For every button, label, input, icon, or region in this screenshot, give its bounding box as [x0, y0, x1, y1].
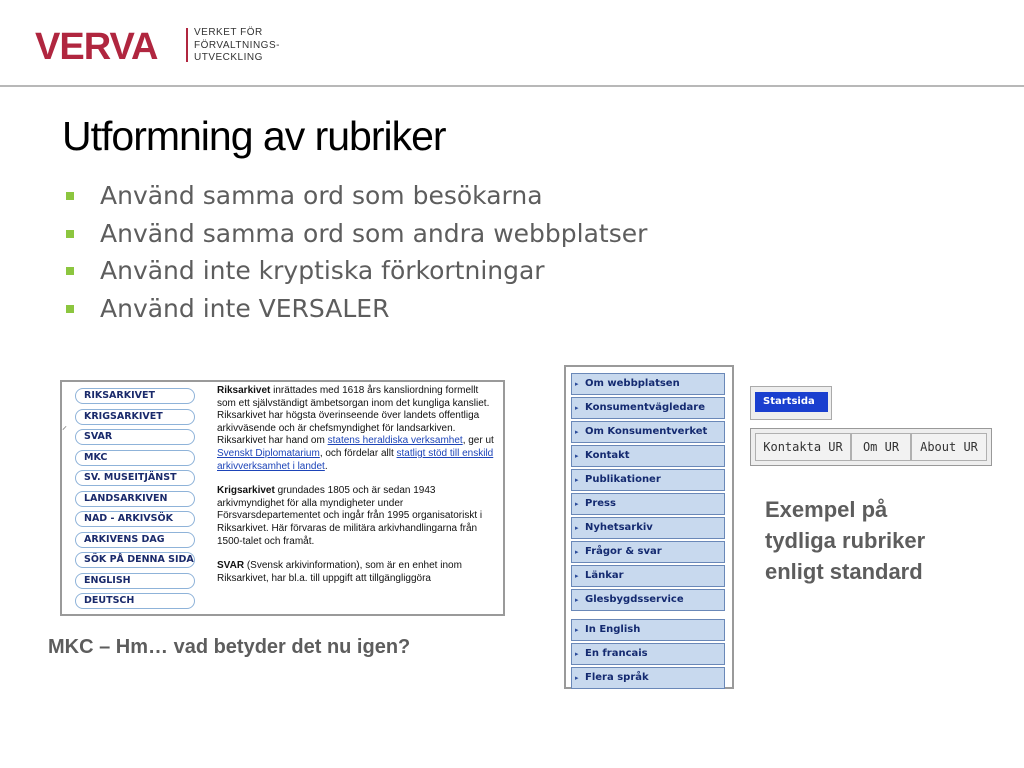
paragraph-krigsarkivet — [217, 485, 497, 548]
bullet-item — [62, 293, 647, 331]
tagline-line: FÖRVALTNINGS- — [194, 39, 280, 51]
link-diplomatarium[interactable]: Svenskt Diplomatarium — [217, 447, 320, 459]
nav-button-nad-arkivsok[interactable]: NAD - ARKIVSÖK — [75, 511, 195, 527]
menu-item[interactable] — [571, 421, 725, 443]
tab-kontakta-ur[interactable]: Kontakta UR — [755, 433, 851, 461]
tab-about-ur[interactable]: About UR — [911, 433, 987, 461]
slide-title: Utformning av rubriker — [62, 113, 446, 159]
paragraph-text: (Svensk arkivinformation), som är en enhet inom Riksarkivet, har bl.a. till uppgift att tillgängliggöra — [217, 560, 462, 584]
link-statligt-stod[interactable]: statligt stöd till enskild arkivverksamhet i landet — [217, 447, 494, 472]
bullet-text: Använd inte kryptiska förkortningar — [100, 256, 545, 285]
menu-item[interactable] — [571, 619, 725, 641]
menu-item-label: Flera språk — [585, 672, 649, 683]
nav-button-mkc[interactable]: MKC — [75, 450, 195, 466]
menu-item[interactable] — [571, 667, 725, 689]
menu-item-label: Kontakt — [585, 450, 630, 461]
menu-item[interactable] — [571, 397, 725, 419]
menu-item-label: Press — [585, 498, 616, 509]
konsumentverket-menu — [564, 365, 734, 689]
menu-item[interactable] — [571, 565, 725, 587]
bullet-list — [62, 180, 647, 330]
paragraph-text: , och fördelar allt — [319, 447, 397, 459]
verva-logo: VERVA — [35, 26, 158, 68]
arrow-right-icon: ▸ — [575, 650, 579, 658]
startsida-button[interactable]: Startsida — [755, 392, 828, 412]
link-heraldik[interactable]: statens heraldiska verksamhet — [327, 435, 463, 447]
logo-tagline — [194, 27, 280, 65]
bold-term: SVAR — [217, 560, 245, 572]
arrow-right-icon: ▸ — [575, 524, 579, 532]
arrow-right-icon: ▸ — [575, 404, 579, 412]
arrow-right-icon: ▸ — [575, 476, 579, 484]
arrow-right-icon: ▸ — [575, 626, 579, 634]
riksarkivet-text — [217, 385, 497, 597]
arrow-right-icon: ▸ — [575, 380, 579, 388]
menu-item[interactable] — [571, 589, 725, 611]
nav-button-english[interactable]: ENGLISH — [75, 573, 195, 589]
menu-item[interactable] — [571, 493, 725, 515]
tab-om-ur[interactable]: Om UR — [851, 433, 911, 461]
cursor-icon: ⸝ — [62, 421, 67, 432]
tagline-line: VERKET FÖR — [194, 27, 263, 38]
nav-button-museitjanst[interactable]: SV. MUSEITJÄNST — [75, 470, 195, 486]
header-divider — [0, 85, 1024, 87]
menu-item[interactable] — [571, 517, 725, 539]
menu-item-label: Publikationer — [585, 474, 661, 485]
paragraph-text: . — [324, 460, 328, 472]
menu-item-label: Länkar — [585, 570, 624, 581]
arrow-right-icon: ▸ — [575, 572, 579, 580]
arrow-right-icon: ▸ — [575, 548, 579, 556]
riksarkivet-screenshot — [60, 380, 505, 616]
arrow-right-icon: ▸ — [575, 428, 579, 436]
bullet-square-icon — [66, 267, 74, 275]
bullet-item — [62, 255, 647, 293]
nav-button-deutsch[interactable]: DEUTSCH — [75, 593, 195, 609]
nav-button-krigsarkivet[interactable]: KRIGSARKIVET — [75, 409, 195, 425]
menu-item-label: Om webbplatsen — [585, 378, 680, 389]
menu-item[interactable] — [571, 445, 725, 467]
nav-button-svar[interactable]: SVAR — [75, 429, 195, 445]
paragraph-text: , ger ut — [462, 435, 494, 447]
menu-item[interactable] — [571, 541, 725, 563]
bold-term: Riksarkivet — [217, 385, 271, 396]
arrow-right-icon: ▸ — [575, 500, 579, 508]
bold-term: Krigsarkivet — [217, 485, 275, 497]
caption-line: Exempel på — [765, 497, 888, 522]
caption-line: enligt standard — [765, 559, 923, 584]
paragraph-riksarkivet — [217, 385, 497, 473]
bullet-square-icon — [66, 230, 74, 238]
menu-item-label: In English — [585, 624, 641, 635]
menu-item-label: Glesbygdsservice — [585, 594, 684, 605]
menu-item-label: Nyhetsarkiv — [585, 522, 653, 533]
nav-button-arkivens-dag[interactable]: ARKIVENS DAG — [75, 532, 195, 548]
menu-item[interactable] — [571, 373, 725, 395]
arrow-right-icon: ▸ — [575, 674, 579, 682]
bullet-item — [62, 180, 647, 218]
bullet-text: Använd samma ord som andra webbplatser — [100, 218, 648, 248]
bullet-text: Använd inte VERSALER — [100, 293, 390, 323]
ur-tabs-example — [750, 428, 992, 466]
caption-examples — [765, 494, 925, 587]
menu-item-label: En francais — [585, 648, 648, 659]
arrow-right-icon: ▸ — [575, 452, 579, 460]
bullet-item — [62, 218, 647, 256]
menu-item[interactable] — [571, 469, 725, 491]
bullet-text: Använd samma ord som besökarna — [100, 181, 543, 210]
menu-list — [571, 373, 725, 691]
startsida-example — [750, 386, 832, 420]
menu-item-label: Frågor & svar — [585, 546, 662, 557]
bullet-square-icon — [66, 192, 74, 200]
tagline-line: UTVECKLING — [194, 52, 263, 63]
nav-button-riksarkivet[interactable]: RIKSARKIVET — [75, 388, 195, 404]
bullet-square-icon — [66, 305, 74, 313]
nav-button-landsarkiven[interactable]: LANDSARKIVEN — [75, 491, 195, 507]
caption-line: tydliga rubriker — [765, 528, 926, 553]
nav-button-sok[interactable]: SÖK PÅ DENNA SIDA — [75, 552, 195, 568]
caption-mkc: MKC – Hm… vad betyder det nu igen? — [48, 636, 411, 658]
paragraph-text: inrättades med 1618 års kansliordning formellt som ett självständigt ämbetsorgan inom det kungliga kansliet. Riksarkivet har högsta överinseende över landets offentliga arkivväsende och är chefsmyndighet för landsarkiven. Riksarkivet har hand om — [217, 385, 490, 447]
logo-divider — [186, 28, 188, 62]
menu-item[interactable] — [571, 643, 725, 665]
paragraph-svar — [217, 560, 497, 585]
arrow-right-icon: ▸ — [575, 596, 579, 604]
menu-item-label: Konsumentvägledare — [585, 402, 705, 413]
menu-item-label: Om Konsumentverket — [585, 426, 708, 437]
paragraph-text: grundades 1805 och är sedan 1943 arkivmyndighet för alla myndigheter under Försvarsdepartementet och ingår från 1995 organisatoriskt i Riksarkivet. Här förvaras de militära arkivhandlingarna från 1500-talet och framåt. — [217, 485, 483, 547]
